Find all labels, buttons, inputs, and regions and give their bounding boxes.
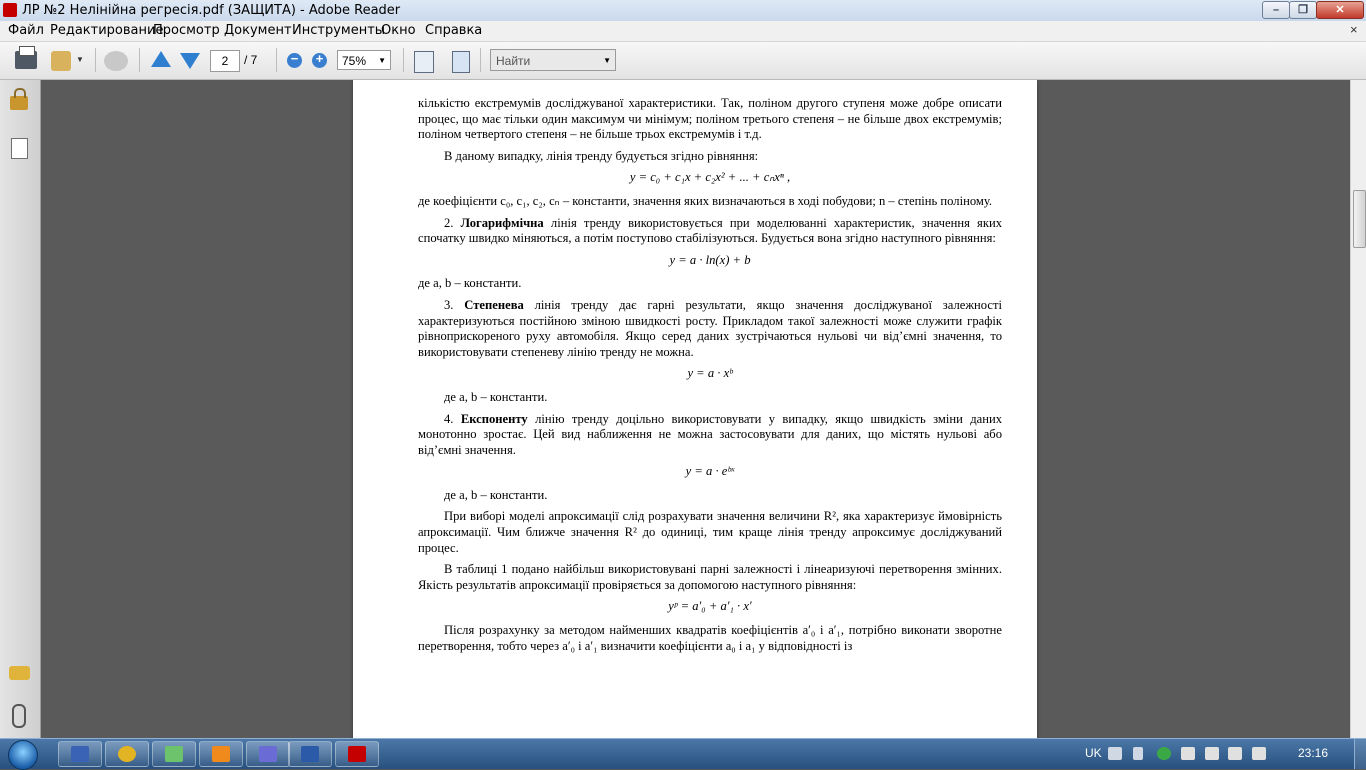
volume-icon[interactable]: [1228, 747, 1242, 760]
search-placeholder: Найти: [496, 54, 531, 68]
taskbar-item-app[interactable]: [246, 741, 290, 767]
paragraph-power: [418, 298, 1002, 360]
navigation-panel: [0, 80, 41, 738]
taskbar-item-word[interactable]: [288, 741, 332, 767]
menu-tools[interactable]: Инструменты: [292, 23, 386, 38]
signal-icon[interactable]: [1252, 747, 1266, 760]
search-input[interactable]: [490, 49, 616, 71]
paragraph: де a, b – константи.: [444, 389, 548, 404]
toolbar-separator: [95, 48, 96, 72]
clock[interactable]: 23:16: [1298, 746, 1329, 760]
item-text: лінію тренду доцільно використовувати у випадку, якщо швидкість зміни даних монотонно зростає. Цей вид наближення не можна застосовувати для даних, що містять нульові або від’ємні значення.: [418, 411, 1002, 457]
paragraph: При виборі моделі апроксимації слід розрахувати значення величини R², яка характеризує ймовірність апроксимації. Чим ближче значення R² до одиниці, тим краще лінія тренду апроксимує досліджуваний процес.: [418, 509, 1002, 555]
print-icon[interactable]: [15, 51, 37, 69]
item-text: лінія тренду використовується при моделюванні характеристик, значення яких спочатку швидко міняються, а потім поступово стабілізуються. Будується вона згідно наступного рівняння:: [418, 215, 1002, 246]
start-button[interactable]: [8, 740, 38, 770]
paragraph: де коефіцієнти c₀, c₁, c₂, cₙ – константи, значення яких визначаються в ході побудови; n – степінь поліному.: [418, 193, 993, 208]
paragraph: де a, b – константи.: [418, 276, 522, 291]
menu-bar: [0, 21, 1366, 42]
item-number: 3.: [444, 297, 454, 312]
tray-expand-icon[interactable]: [1133, 747, 1143, 760]
adobe-reader-icon: [348, 746, 366, 762]
chevron-down-icon: ▼: [603, 56, 611, 65]
vertical-scrollbar[interactable]: [1350, 80, 1366, 738]
paragraph-exponential: [418, 412, 1002, 459]
chrome-icon: [118, 746, 136, 762]
minimize-button[interactable]: [1262, 1, 1290, 19]
fit-page-icon[interactable]: [452, 51, 470, 73]
zoom-value: 75%: [342, 54, 367, 68]
taskbar-item-adobe-reader[interactable]: [335, 741, 379, 767]
toolbar-separator: [276, 48, 277, 72]
previous-page-icon[interactable]: [151, 51, 171, 67]
item-number: 4.: [444, 411, 454, 426]
word-icon: [301, 746, 319, 762]
close-button[interactable]: [1316, 1, 1364, 19]
zoom-in-icon[interactable]: [312, 53, 327, 68]
utorrent-icon[interactable]: [1157, 747, 1171, 760]
attachment-icon[interactable]: [12, 704, 26, 728]
pages-icon[interactable]: [11, 138, 28, 159]
taskbar: [0, 738, 1366, 769]
app-icon: [259, 746, 277, 762]
maximize-icon: ❐: [1298, 4, 1308, 16]
keyboard-language[interactable]: UK: [1085, 746, 1102, 760]
term-power: Степенева: [464, 297, 524, 312]
paragraph: Після розрахунку за методом найменших квадратів коефіцієнтів a′₀ і a′₁, потрібно виконати зворотне перетворення, тобто через a′₀ і a′₁ визначити коефіцієнти a₀ і a₁ у відповідності із: [418, 623, 1002, 653]
next-page-icon[interactable]: [180, 53, 200, 69]
zoom-out-sign: −: [290, 51, 299, 66]
taskbar-item-save[interactable]: [58, 741, 102, 767]
lock-icon[interactable]: [10, 96, 28, 110]
adobe-reader-icon: [3, 3, 17, 17]
formula-power: y = a · xᵇ: [687, 366, 733, 381]
term-logarithmic: Логарифмічна: [460, 215, 544, 230]
minimize-icon: –: [1272, 4, 1280, 16]
menu-document[interactable]: Документ: [224, 23, 292, 38]
chevron-down-icon: ▼: [378, 56, 386, 65]
menu-help[interactable]: Справка: [425, 23, 483, 38]
formula-polynomial: y = c₀ + c₁x + c₂x² + ... + cₙxⁿ ,: [629, 170, 791, 185]
keyboard-icon[interactable]: [1108, 747, 1122, 760]
taskbar-item-chrome[interactable]: [105, 741, 149, 767]
menu-window[interactable]: Окно: [381, 23, 416, 38]
item-text: лінія тренду дає гарні результати, якщо значення досліджуваної залежності характеризуються постійною зміною швидкості росту. Прикладом такої залежності може служити графік рівноприскореного руху автомобіля. Якщо серед даних зустрічаються нульові чи від’ємні значення, то використовувати степеневу лінію тренду не можна.: [418, 297, 1002, 359]
zoom-out-icon[interactable]: [287, 53, 302, 68]
formula-linearized: yᵖ = a′₀ + a′₁ · x′: [668, 599, 752, 614]
device-icon[interactable]: [1205, 747, 1219, 760]
floppy-icon: [71, 746, 89, 762]
toolbar-separator: [139, 48, 140, 72]
toolbar-separator: [403, 48, 404, 72]
title-bar: [0, 0, 1366, 22]
window-title: ЛР №2 Нелінійна регресія.pdf (ЗАЩИТА) - Adobe Reader: [22, 3, 401, 18]
share-icon[interactable]: [51, 51, 71, 71]
fit-width-icon[interactable]: [414, 51, 434, 73]
paragraph: В даному випадку, лінія тренду будується згідно рівняння:: [444, 148, 759, 163]
toolbar: [0, 42, 1366, 80]
scrollbar-thumb[interactable]: [1353, 190, 1366, 248]
item-number: 2.: [444, 215, 454, 230]
vlc-icon: [212, 746, 230, 762]
paragraph: кількістю екстремумів досліджуваної характеристики. Так, поліном другого ступеня може добре описати процес, що має тільки один максимум чи мінімум; поліном третього степеня – не більше двох екстремумів; поліном четвертого степеня – не більше трьох екстремумів і т.д.: [418, 96, 1002, 142]
close-icon: ✕: [1335, 4, 1345, 16]
network-icon[interactable]: [1181, 747, 1195, 760]
term-exponential: Експоненту: [460, 411, 528, 426]
page-content: [418, 96, 1002, 660]
taskbar-item-vlc[interactable]: [199, 741, 243, 767]
pdf-page: [353, 80, 1037, 738]
show-desktop-button[interactable]: [1354, 739, 1366, 769]
paragraph: де a, b – константи.: [444, 487, 548, 502]
formula-logarithmic: y = a · ln(x) + b: [669, 252, 751, 267]
maximize-button[interactable]: [1289, 1, 1317, 19]
messenger-icon: [165, 746, 183, 762]
menu-edit[interactable]: Редактирование: [50, 23, 164, 38]
page-total: / 7: [244, 53, 258, 67]
close-document-icon[interactable]: ×: [1350, 22, 1358, 37]
zoom-in-sign: +: [315, 51, 324, 66]
toolbar-separator: [480, 48, 481, 72]
paragraph: В таблиці 1 подано найбільш використовувані парні залежності і лінеаризуючі перетворення змінних. Якість результатів апроксимації провіряється за допомогою наступного рівняння:: [418, 562, 1002, 592]
stamp-icon[interactable]: [104, 51, 128, 71]
page-number-input[interactable]: 2: [210, 50, 240, 72]
formula-exponential: y = a · eᵇˣ: [685, 464, 735, 479]
comment-icon[interactable]: [9, 666, 30, 680]
taskbar-item-messenger[interactable]: [152, 741, 196, 767]
document-area[interactable]: [41, 80, 1350, 738]
paragraph-logarithmic: [418, 216, 1002, 247]
zoom-select[interactable]: [337, 50, 391, 70]
menu-view[interactable]: Просмотр: [153, 23, 220, 38]
share-dropdown-icon[interactable]: ▼: [76, 55, 84, 64]
menu-file[interactable]: Файл: [8, 23, 44, 38]
